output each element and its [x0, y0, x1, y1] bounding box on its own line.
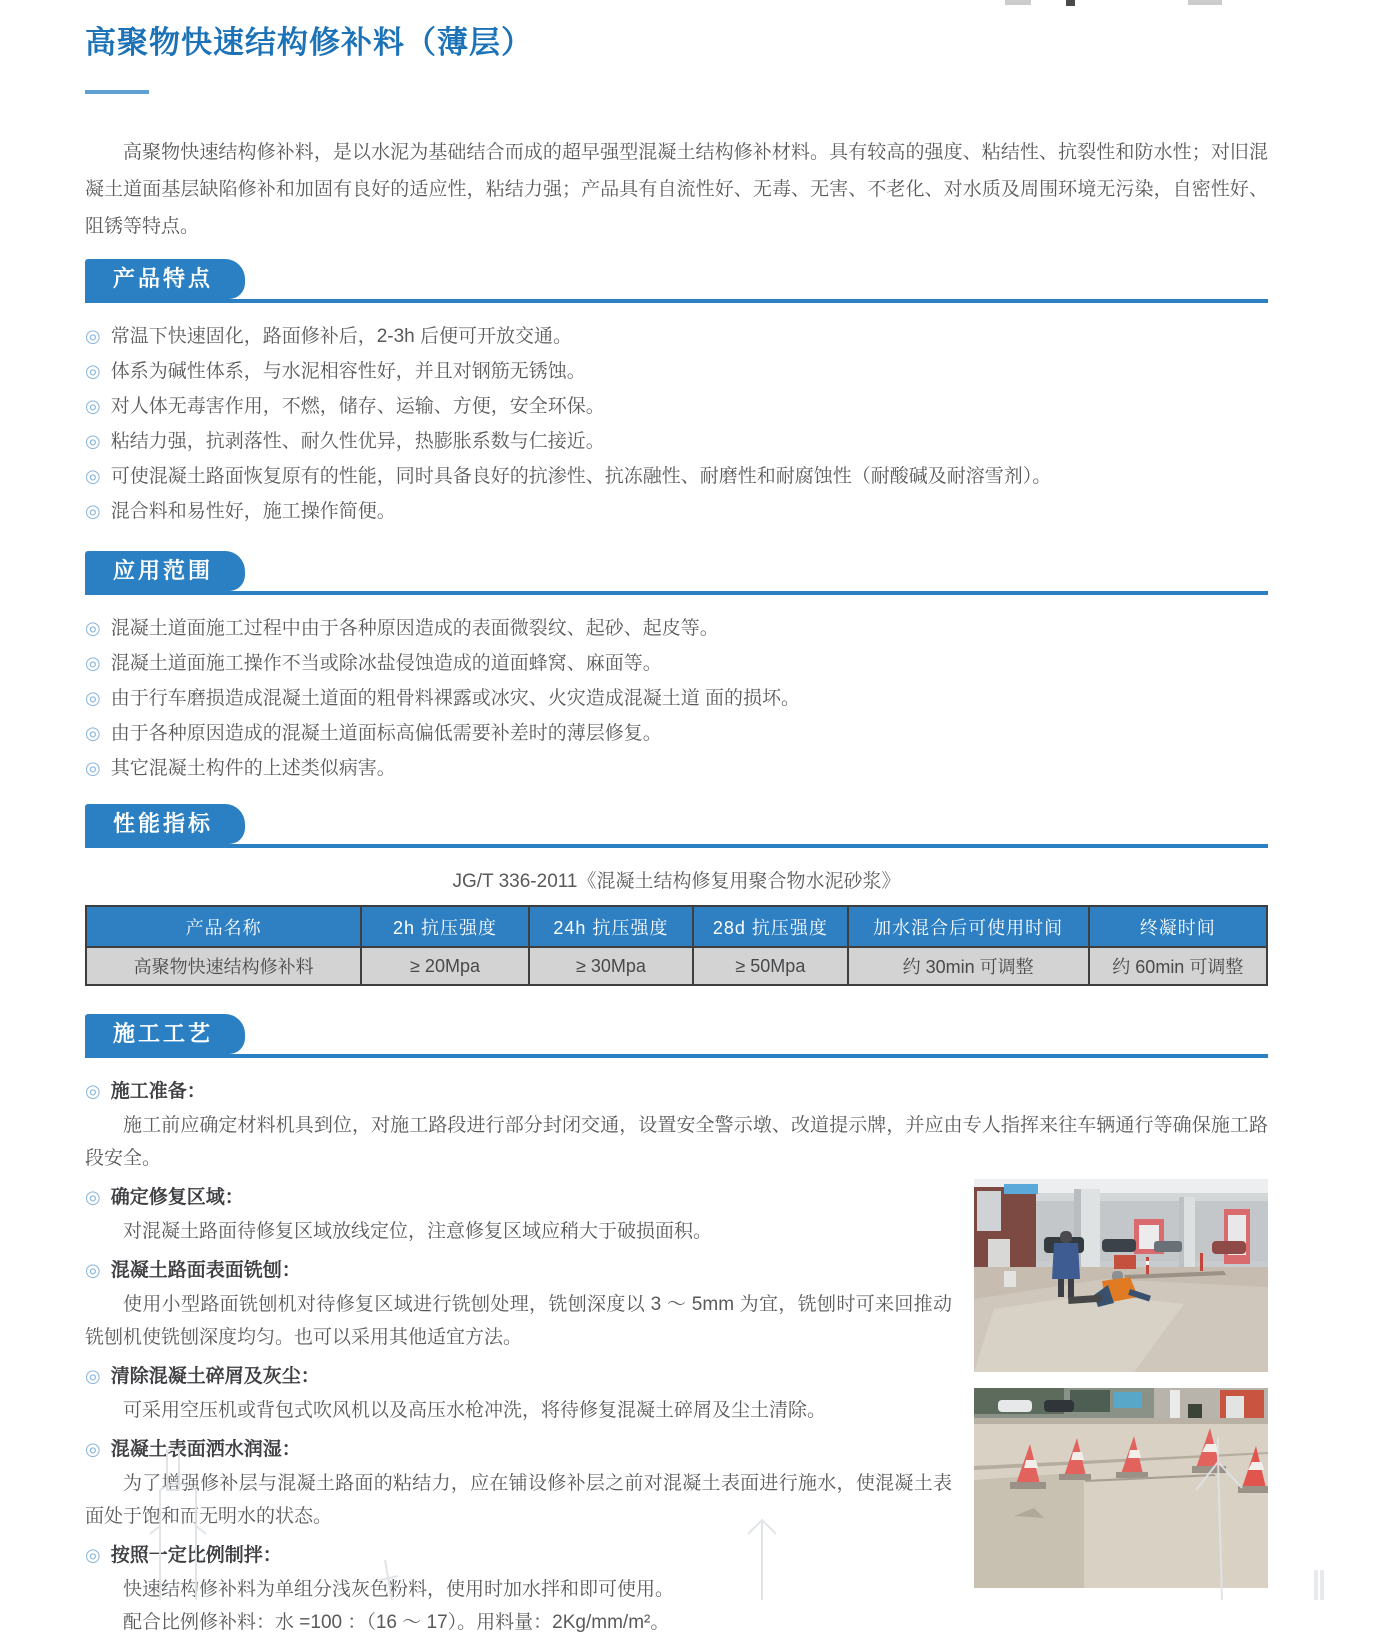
- step-title-text: 确定修复区域：: [110, 1187, 244, 1208]
- step-paragraph: 使用小型路面铣刨机对待修复区域进行铣刨处理，铣刨深度以 3 ～ 5mm 为宜，铣刨时可来回推动铣刨机使铣刨深度均匀。也可以采用其他适宜方法。: [85, 1294, 952, 1348]
- bullet-icon: ◎: [85, 466, 101, 486]
- list-item-text: 可使混凝土路面恢复原有的性能，同时具备良好的抗渗性、抗冻融性、耐磨性和耐腐蚀性（耐酸碱及耐溶雪剂）。: [110, 466, 1052, 487]
- list-item-text: 混凝土道面施工过程中由于各种原因造成的表面微裂纹、起砂、起皮等。: [110, 618, 719, 639]
- column-header: 加水混合后可使用时间: [848, 906, 1089, 947]
- list-item-text: 粘结力强，抗剥落性、耐久性优异，热膨胀系数与仁接近。: [110, 431, 605, 452]
- list-item-text: 由于各种原因造成的混凝土道面标高偏低需要补差时的薄层修复。: [110, 723, 662, 744]
- bullet-icon: ◎: [85, 1187, 101, 1207]
- step-title-text: 混凝土路面表面铣刨：: [110, 1260, 301, 1281]
- step-paragraph: 为了增强修补层与混凝土路面的粘结力，应在铺设修补层之前对混凝土表面进行施水，使混凝土表面处于饱和而无明水的状态。: [85, 1473, 952, 1527]
- list-item: [85, 751, 1268, 786]
- standard-caption: JG/T 336-2011《混凝土结构修复用聚合物水泥砂浆》: [452, 871, 901, 892]
- step-title-text: 按照一定比例制拌：: [110, 1545, 282, 1566]
- bullet-icon: ◎: [85, 1081, 101, 1101]
- bullet-icon: ◎: [85, 723, 101, 743]
- list-item: [85, 389, 1268, 424]
- list-item: [85, 646, 1268, 681]
- table-cell: 约 30min 可调整: [848, 947, 1089, 985]
- applications-list: [85, 611, 1268, 786]
- bullet-icon: ◎: [85, 396, 101, 416]
- section-header-process: [85, 1014, 1268, 1058]
- page-title: 高聚物快速结构修补料（薄层）: [85, 25, 533, 60]
- list-item-text: 常温下快速固化，路面修补后，2-3h 后便可开放交通。: [110, 326, 573, 347]
- list-item-text: 混合料和易性好，施工操作简便。: [110, 501, 396, 522]
- table-cell: ≥ 20Mpa: [361, 947, 529, 985]
- bullet-icon: ◎: [85, 501, 101, 521]
- section-header-features: [85, 259, 1268, 303]
- column-header: 2h 抗压强度: [361, 906, 529, 947]
- step-body: [85, 1109, 1268, 1175]
- table-cell: ≥ 30Mpa: [529, 947, 693, 985]
- table-cell: 约 60min 可调整: [1089, 947, 1267, 985]
- section-header-applications: [85, 551, 1268, 595]
- list-item: [85, 681, 1268, 716]
- bullet-icon: ◎: [85, 326, 101, 346]
- title-underline: [85, 90, 149, 94]
- bullet-icon: ◎: [85, 1260, 101, 1280]
- step-title-text: 混凝土表面洒水润湿：: [110, 1439, 301, 1460]
- column-header: 产品名称: [86, 906, 361, 947]
- column-header: 28d 抗压强度: [693, 906, 848, 947]
- list-item: [85, 494, 1268, 529]
- list-item: [85, 716, 1268, 751]
- clipped-top-fragment: [1005, 0, 1031, 5]
- list-item: [85, 611, 1268, 646]
- bullet-icon: ◎: [85, 618, 101, 638]
- bullet-icon: ◎: [85, 361, 101, 381]
- column-header: 24h 抗压强度: [529, 906, 693, 947]
- clipped-top-fragment: [1188, 0, 1222, 5]
- list-item: [85, 319, 1268, 354]
- table-header-row: [86, 906, 1267, 947]
- bullet-icon: ◎: [85, 1545, 101, 1565]
- list-item-text: 由于行车磨损造成混凝土道面的粗骨料裸露或冰灾、火灾造成混凝土道 面的损坏。: [110, 688, 800, 709]
- step-paragraph: 可采用空压机或背包式吹风机以及高压水枪冲洗，将待修复混凝土碎屑及尘土清除。: [123, 1400, 827, 1421]
- section-tab-performance: 性能指标: [85, 804, 245, 844]
- list-item: [85, 459, 1268, 494]
- section-tab-applications: 应用范围: [85, 551, 245, 591]
- step-paragraph: 施工前应确定材料机具到位，对施工路段进行部分封闭交通，设置安全警示墩、改道提示牌，并应由专人指挥来往车辆通行等确保施工路段安全。: [85, 1115, 1268, 1169]
- bullet-icon: ◎: [85, 431, 101, 451]
- bullet-icon: ◎: [85, 758, 101, 778]
- bullet-icon: ◎: [85, 1439, 101, 1459]
- clipped-top-fragment: [1066, 0, 1075, 6]
- list-item-text: 对人体无毒害作用，不燃，储存、运输、方便，安全环保。: [110, 396, 605, 417]
- step-title-text: 清除混凝土碎屑及灰尘：: [110, 1366, 320, 1387]
- list-item-text: 体系为碱性体系，与水泥相容性好，并且对钢筋无锈蚀。: [110, 361, 586, 382]
- step-paragraph: 配合比例修补料：水 =100 ：（16 ～ 17）。用料量：2Kg/mm/m²。: [123, 1612, 670, 1633]
- intro-paragraph: 高聚物快速结构修补料，是以水泥为基础结合而成的超早强型混凝土结构修补材料。具有较高的强度、粘结性、抗裂性和防水性；对旧混凝土道面基层缺陷修补和加固有良好的适应性，粘结力强；产品具有自流性好、无毒、无害、不老化、对水质及周围环境无污染，自密性好、阻锈等特点。: [85, 142, 1268, 237]
- process-photos: [974, 1179, 1268, 1604]
- performance-table: [85, 905, 1268, 986]
- list-item-text: 其它混凝土构件的上述类似病害。: [110, 758, 396, 779]
- list-item: [85, 424, 1268, 459]
- step-title-text: 施工准备：: [110, 1081, 206, 1102]
- section-tab-features: 产品特点: [85, 259, 245, 299]
- bullet-icon: ◎: [85, 1366, 101, 1386]
- section-tab-process: 施工工艺: [85, 1014, 245, 1054]
- list-item-text: 混凝土道面施工操作不当或除冰盐侵蚀造成的道面蜂窝、麻面等。: [110, 653, 662, 674]
- construction-site-photo: [974, 1179, 1268, 1372]
- list-item: [85, 354, 1268, 389]
- column-header: 终凝时间: [1089, 906, 1267, 947]
- step-paragraph: 对混凝土路面待修复区域放线定位，注意修复区域应稍大于破损面积。: [123, 1221, 713, 1242]
- features-list: [85, 319, 1268, 529]
- step-title: [85, 1074, 1268, 1109]
- repaired-surface-photo: [974, 1388, 1268, 1588]
- bullet-icon: ◎: [85, 653, 101, 673]
- table-cell: ≥ 50Mpa: [693, 947, 848, 985]
- table-cell: 高聚物快速结构修补料: [86, 947, 361, 985]
- process-section: [85, 1074, 1268, 1639]
- table-row: [86, 947, 1267, 985]
- step-paragraph: 快速结构修补料为单组分浅灰色粉料，使用时加水拌和即可使用。: [123, 1579, 675, 1600]
- bullet-icon: ◎: [85, 688, 101, 708]
- section-header-performance: [85, 804, 1268, 848]
